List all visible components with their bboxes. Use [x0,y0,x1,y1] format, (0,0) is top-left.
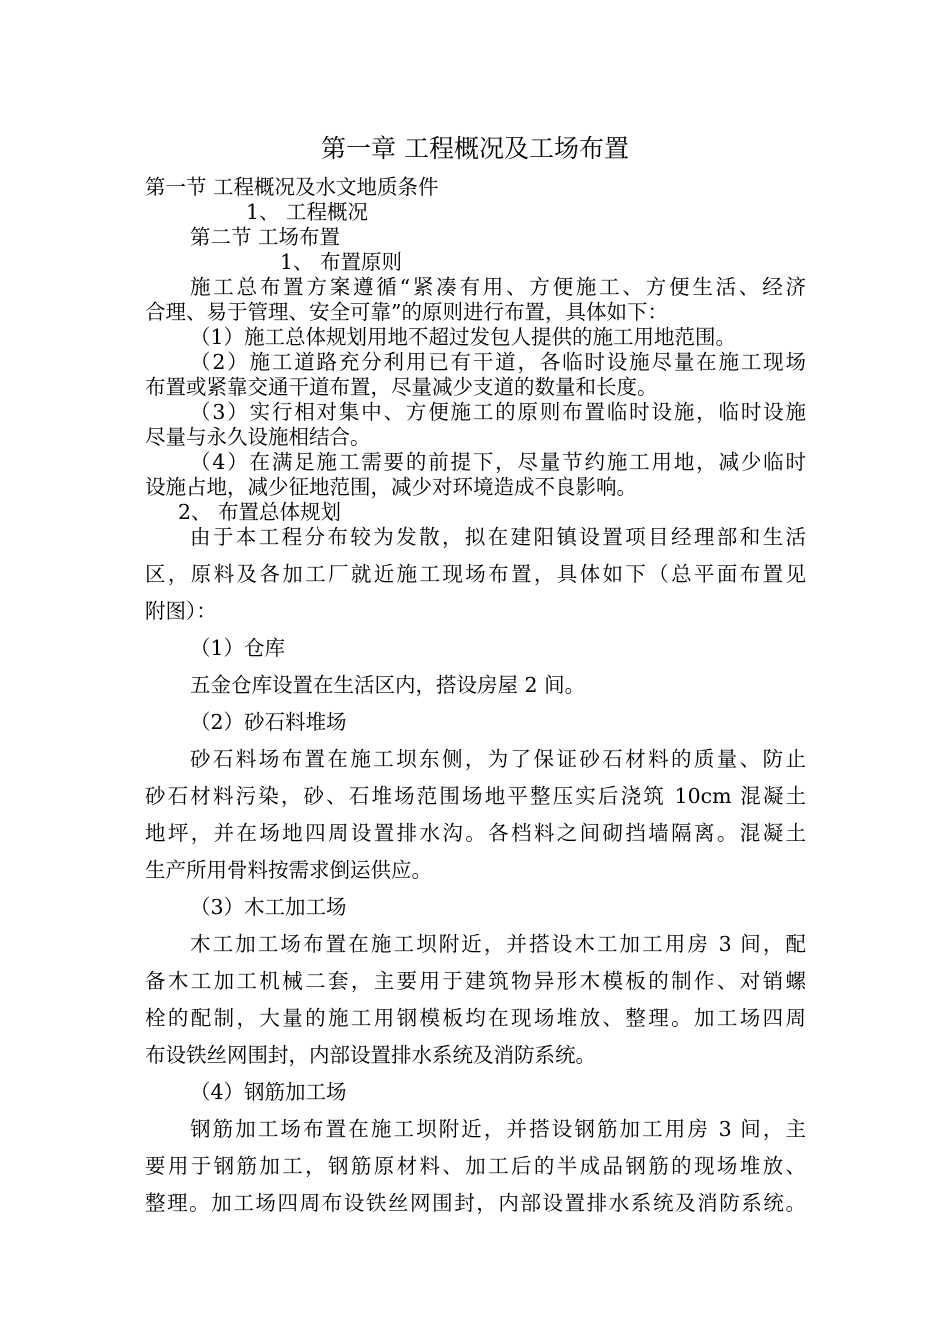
warehouse-text: 五金仓库设置在生活区内，搭设房屋 2 间。 [190,673,586,697]
principle-1: （1）施工总体规划用地不超过发包人提供的施工用地范围。 [190,325,737,349]
warehouse-heading: （1）仓库 [190,636,286,660]
section-1-title: 第一节 工程概况及水文地质条件 [145,175,439,199]
gravel-line-1: 砂石料场布置在施工坝东侧，为了保证砂石材料的质量、防止 [190,747,806,771]
section-1-item-1: 1、 工程概况 [246,200,369,224]
section-2-item-1: 1、 布置原则 [280,250,403,274]
principle-2-line-2: 布置或紧靠交通干道布置，尽量减少支道的数量和长度。 [145,375,658,399]
gravel-line-2: 砂石材料污染，砂、石堆场范围场地平整压实后浇筑 10cm 混凝土 [145,784,806,808]
principle-4-line-1: （4）在满足施工需要的前提下，尽量节约施工用地，减少临时 [190,450,806,474]
section-2-item-2: 2、 布置总体规划 [178,500,342,524]
rebar-line-1: 钢筋加工场布置在施工坝附近，并搭设钢筋加工用房 3 间，主 [190,1117,806,1141]
carpentry-line-3: 栓的配制，大量的施工用钢模板均在现场堆放、整理。加工场四周 [145,1006,806,1030]
layout-intro-line-2: 区，原料及各加工厂就近施工现场布置，具体如下（总平面布置见 [145,562,806,586]
principle-intro-line-1: 施工总布置方案遵循“紧凑有用、方便施工、方便生活、经济 [190,275,806,299]
principle-intro-line-2: 合理、易于管理、安全可靠”的原则进行布置，具体如下： [145,300,668,324]
section-2-title: 第二节 工场布置 [190,225,341,249]
carpentry-line-1: 木工加工场布置在施工坝附近，并搭设木工加工用房 3 间，配 [190,932,806,956]
principle-2-line-1: （2）施工道路充分利用已有干道，各临时设施尽量在施工现场 [190,350,806,374]
layout-intro-line-3: 附图）： [145,599,217,623]
rebar-heading: （4）钢筋加工场 [190,1080,347,1104]
principle-3-line-1: （3）实行相对集中、方便施工的原则布置临时设施，临时设施 [190,400,806,424]
rebar-line-2: 要用于钢筋加工，钢筋原材料、加工后的半成品钢筋的现场堆放、 [145,1154,806,1178]
rebar-line-3: 整理。加工场四周布设铁丝网围封，内部设置排水系统及消防系统。 [145,1191,806,1215]
gravel-heading: （2）砂石料堆场 [190,710,347,734]
gravel-line-4: 生产所用骨料按需求倒运供应。 [145,858,432,882]
layout-intro-line-1: 由于本工程分布较为发散，拟在建阳镇设置项目经理部和生活 [190,525,806,549]
gravel-line-3: 地坪，并在场地四周设置排水沟。各档料之间砌挡墙隔离。混凝土 [145,821,806,845]
carpentry-line-2: 备木工加工机械二套，主要用于建筑物异形木模板的制作、对销螺 [145,969,806,993]
chapter-title: 第一章 工程概况及工场布置 [321,134,629,163]
principle-4-line-2: 设施占地，减少征地范围，减少对环境造成不良影响。 [145,475,637,499]
principle-3-line-2: 尽量与永久设施相结合。 [145,425,371,449]
carpentry-line-4: 布设铁丝网围封，内部设置排水系统及消防系统。 [145,1043,596,1067]
carpentry-heading: （3）木工加工场 [190,895,347,919]
